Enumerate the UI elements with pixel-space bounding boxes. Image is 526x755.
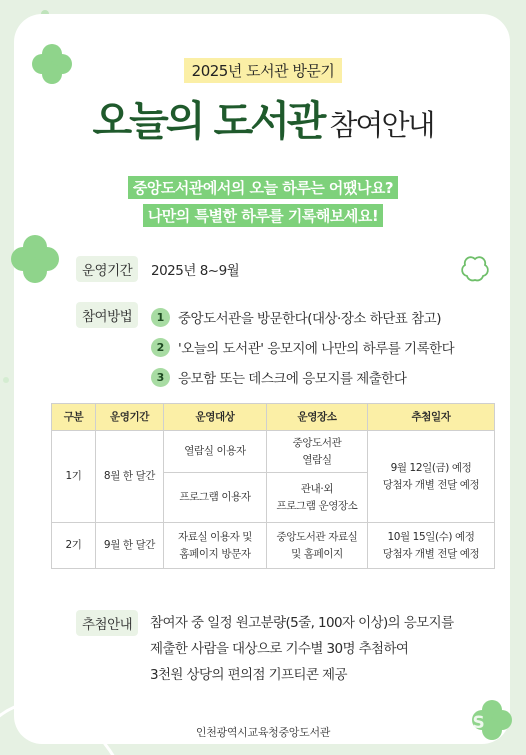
draw-cell: 10월 15일(수) 예정 당첨자 개별 전달 예정 [368, 523, 495, 569]
lottery-text: 참여자 중 일정 원고분량(5줄, 100자 이상)의 응모지를 제출한 사람을 대상으로 기수별 30명 추첨하여 3천원 상당의 편의점 기프티콘 제공 [150, 615, 454, 683]
method-step-2 [151, 337, 454, 357]
table-header: 추첨일자 [368, 404, 495, 431]
place-cell: 중앙도서관 자료실 및 홈페이지 [267, 523, 368, 569]
place-cell: 중앙도서관 열람실 [267, 431, 368, 473]
method-label: 참여방법 [76, 302, 138, 328]
lottery-label: 추첨안내 [76, 610, 138, 636]
table-row [52, 431, 495, 473]
watermark-logo: JNM NEWS [352, 697, 485, 737]
table-header: 운영장소 [267, 404, 368, 431]
table-header: 운영기간 [96, 404, 164, 431]
clover-outline-icon [0, 688, 130, 755]
step-text: '오늘의 도서관' 응모지에 나만의 하루를 기록한다 [178, 341, 455, 357]
step-number: 1 [151, 308, 170, 327]
footer-organization: 인천광역시교육청중앙도서관 [195, 726, 331, 739]
round-cell: 2기 [52, 523, 96, 569]
period-value: 2025년 8~9월 [151, 263, 240, 279]
period-label: 운영기간 [76, 256, 138, 282]
step-number: 2 [151, 338, 170, 357]
table-row [52, 523, 495, 569]
target-cell: 자료실 이용자 및 홈페이지 방문자 [164, 523, 267, 569]
table-header: 구분 [52, 404, 96, 431]
place-cell: 관내·외 프로그램 운영장소 [267, 473, 368, 523]
highlight-line-2: 나만의 특별한 하루를 기록해보세요! [0, 204, 526, 227]
highlight-line-1: 중앙도서관에서의 오늘 하루는 어땠나요? [0, 176, 526, 199]
draw-cell: 9월 12일(금) 예정 당첨자 개별 전달 예정 [368, 431, 495, 523]
table-header-row [52, 404, 495, 431]
method-step-3 [151, 367, 406, 387]
target-cell: 프로그램 이용자 [164, 473, 267, 523]
title-main: 오늘의 도서관 [92, 97, 324, 145]
clover-outline-icon [458, 253, 492, 285]
target-cell: 열람실 이용자 [164, 431, 267, 473]
method-step-1 [151, 307, 441, 327]
step-text: 중앙도서관을 방문한다(대상·장소 하단표 참고) [178, 311, 441, 327]
step-number: 3 [151, 368, 170, 387]
clover-icon [8, 232, 62, 286]
title-sub: 참여안내 [329, 108, 434, 142]
schedule-table [51, 403, 495, 569]
table-header: 운영대상 [164, 404, 267, 431]
page-title [0, 88, 526, 147]
step-text: 응모함 또는 데스크에 응모지를 제출한다 [178, 371, 407, 387]
period-cell: 9월 한 달간 [96, 523, 164, 569]
event-badge: 2025년 도서관 방문기 [0, 58, 526, 83]
period-cell: 8월 한 달간 [96, 431, 164, 523]
round-cell: 1기 [52, 431, 96, 523]
